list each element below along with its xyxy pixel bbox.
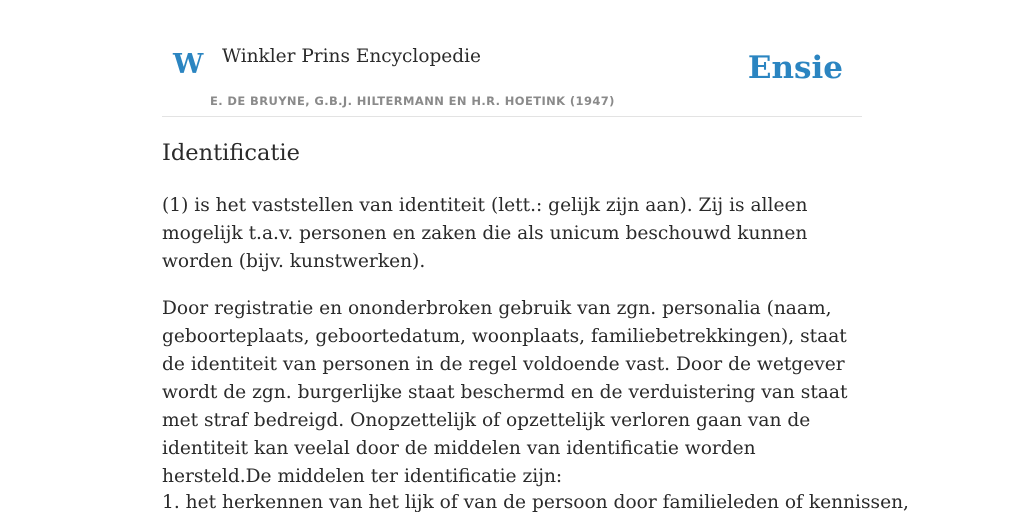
page-header [162,0,862,117]
work-logo[interactable]: W [173,49,204,80]
article-title: Identificatie [162,140,300,166]
article-list-item: 1. het herkennen van het lijk of van de persoon door familieleden of kennissen, [162,492,909,512]
work-title[interactable]: Winkler Prins Encyclopedie [222,46,481,67]
work-authors: E. DE BRUYNE, G.B.J. HILTERMANN EN H.R. HOETINK (1947) [210,94,615,108]
ensie-logo[interactable]: Ensie [747,50,843,86]
article-paragraph: (1) is het vaststellen van identiteit (lett.: gelijk zijn aan). Zij is alleen mogelijk t.a.v. personen en zaken die als unicum beschouwd kunnen worden (bijv. kunstwerken). [162,195,808,272]
article-paragraph: Door registratie en ononderbroken gebruik van zgn. personalia (naam, geboorteplaats, geboortedatum, woonplaats, familiebetrekkingen), staat de identiteit van personen in de regel voldoende vast. Door de wetgever wordt de zgn. burgerlijke staat beschermd en de verduistering van staat met straf bedreigd. Onopzettelijk of opzettelijk verloren gaan van de identiteit kan veelal door de middelen van identificatie worden hersteld.De middelen ter identificatie zijn: [162,298,848,487]
